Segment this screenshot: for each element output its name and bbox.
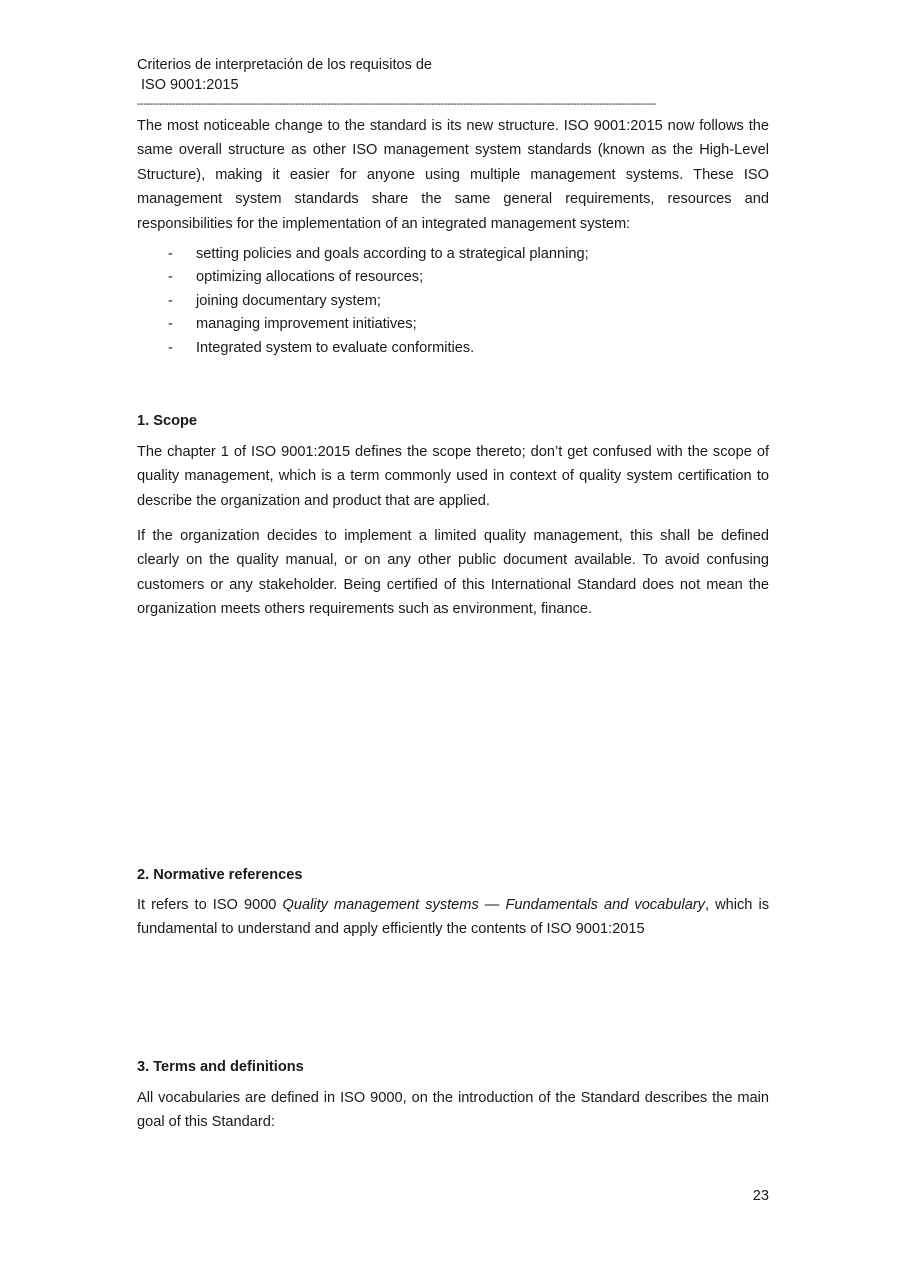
scope-paragraph-2: If the organization decides to implement a limited quality management, this shall be defined clearly on the quality manual, or on any other public document available. To avoid confusing customers or any stakeholder. Being certified of this International Standard does not mean the organization meets others requirements such as environment, finance. bbox=[137, 528, 769, 618]
terms-paragraph: All vocabularies are defined in ISO 9000, on the introduction of the Standard describes the main goal of this Standard: bbox=[137, 1090, 769, 1131]
list-item bbox=[137, 337, 769, 360]
intro-bullet-list bbox=[137, 243, 769, 360]
list-item bbox=[137, 243, 769, 266]
list-item-text: managing improvement initiatives; bbox=[196, 316, 417, 333]
list-item-text: Integrated system to evaluate conformities. bbox=[196, 339, 475, 356]
header-title-line2: ISO 9001:2015 bbox=[141, 77, 239, 93]
list-item-text: setting policies and goals according to a strategical planning; bbox=[196, 246, 589, 262]
page-number: 23 bbox=[752, 1188, 769, 1204]
list-item-text: joining documentary system; bbox=[196, 292, 381, 309]
scope-paragraph-1: The chapter 1 of ISO 9001:2015 defines the scope thereto; don’t get confused with the scope of quality management, which is a term commonly used in context of quality system certification to describe the organization and product that are applied. bbox=[137, 444, 769, 509]
intro-paragraph: The most noticeable change to the standard is its new structure. ISO 9001:2015 now follows the same overall structure as other ISO management system standards (known as the High-Level Structure), making it easier for anyone using multiple management systems. These ISO management system standards share the same general requirements, resources and responsibilities for the implementation of an integrated management system: bbox=[137, 118, 769, 232]
section-heading-scope: 1. Scope bbox=[137, 413, 198, 429]
running-header bbox=[137, 55, 769, 95]
section-heading-normative-references: 2. Normative references bbox=[137, 867, 303, 883]
list-item bbox=[137, 290, 769, 313]
list-item bbox=[137, 313, 769, 336]
normative-italic-title: Quality management systems — Fundamentals and vocabulary bbox=[282, 897, 705, 913]
header-dashed-rule: -------------------------------------------------------------------------------------------------------------------------------------------------------------------- bbox=[137, 98, 656, 110]
normative-text-before: It refers to ISO 9000 bbox=[137, 897, 283, 913]
list-item bbox=[137, 266, 769, 289]
normative-text-after: , which is fundamental to understand and apply efficiently the contents of ISO 9001:2015 bbox=[137, 897, 770, 938]
bullet-dash: - bbox=[168, 292, 173, 309]
header-title-line1: Criterios de interpretación de los requisitos de bbox=[137, 57, 432, 73]
bullet-dash: - bbox=[168, 316, 173, 333]
list-item-text: optimizing allocations of resources; bbox=[196, 269, 424, 286]
normative-paragraph bbox=[137, 893, 769, 942]
section-heading-terms-definitions: 3. Terms and definitions bbox=[137, 1059, 304, 1075]
bullet-dash: - bbox=[168, 339, 173, 356]
bullet-dash: - bbox=[168, 246, 173, 262]
bullet-dash: - bbox=[168, 269, 173, 286]
